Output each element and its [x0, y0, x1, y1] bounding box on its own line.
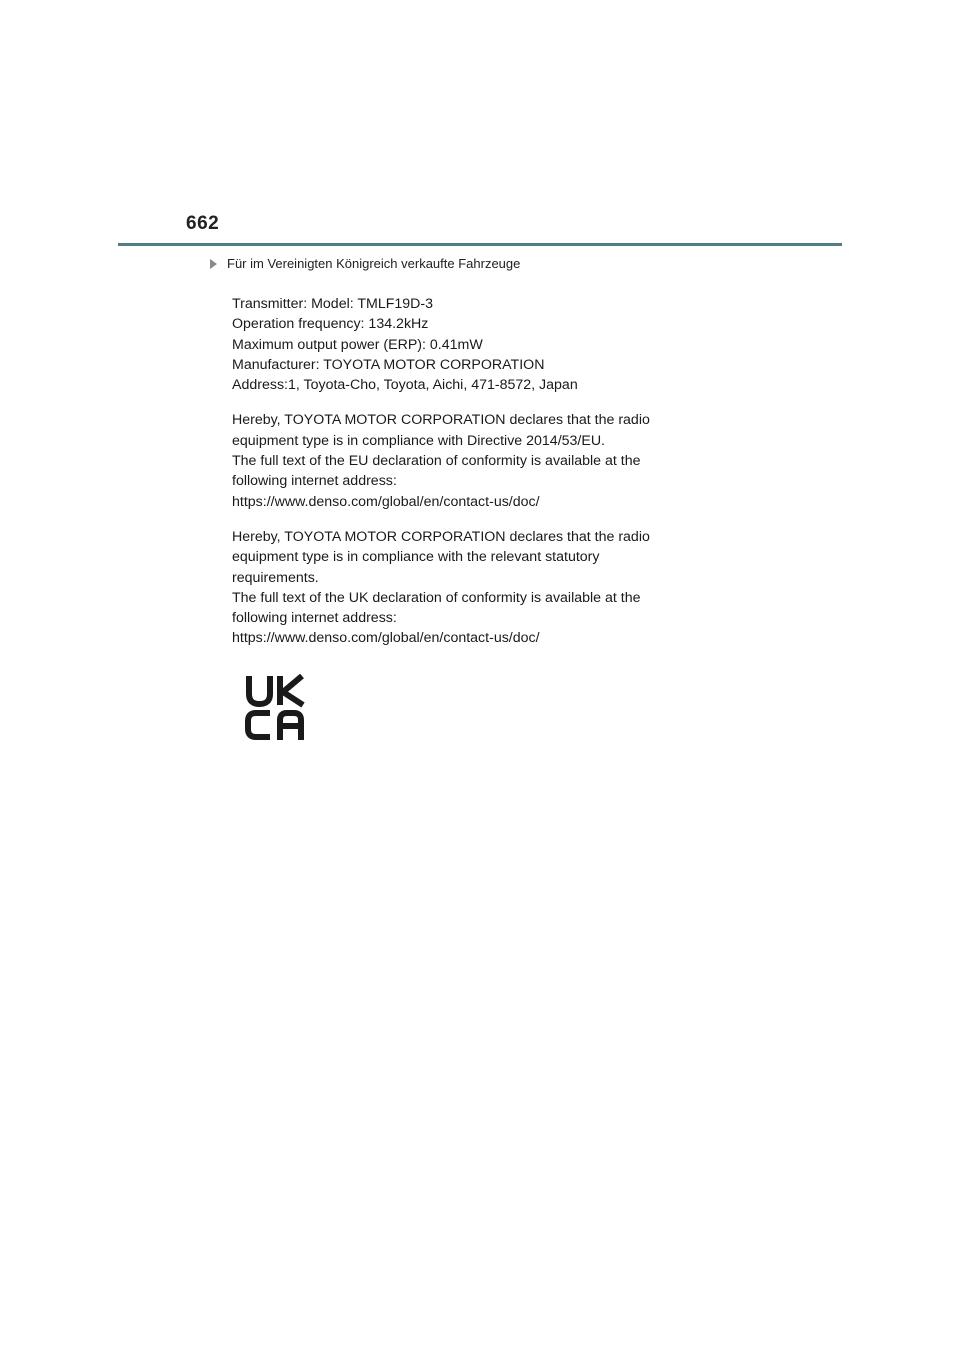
spec-line-address: Address:1, Toyota-Cho, Toyota, Aichi, 471-8572, Japan — [232, 377, 578, 394]
ukca-mark-icon — [244, 674, 306, 740]
uk-declaration-block — [232, 527, 752, 649]
eu-declaration-block — [232, 410, 752, 511]
uk-declaration-line: equipment type is in compliance with the relevant statutory — [232, 549, 600, 566]
eu-declaration-line: following internet address: — [232, 473, 397, 490]
section-heading-text: Für im Vereinigten Königreich verkaufte Fahrzeuge — [227, 256, 521, 271]
eu-declaration-line: The full text of the EU declaration of conformity is available at the — [232, 453, 641, 470]
header-rule — [118, 243, 842, 246]
section-heading — [210, 256, 520, 271]
page-number: 662 — [186, 213, 220, 234]
triangle-bullet-icon — [210, 259, 217, 269]
spec-line-model: Transmitter: Model: TMLF19D-3 — [232, 296, 434, 312]
uk-declaration-line: following internet address: — [232, 610, 397, 627]
uk-declaration-line: Hereby, TOYOTA MOTOR CORPORATION declares that the radio — [232, 528, 650, 545]
uk-declaration-url: https://www.denso.com/global/en/contact-us/doc/ — [232, 630, 540, 647]
uk-declaration-line: requirements. — [232, 569, 319, 586]
spec-line-power: Maximum output power (ERP): 0.41mW — [232, 336, 483, 353]
body-content — [232, 294, 752, 649]
spec-line-frequency: Operation frequency: 134.2kHz — [232, 316, 429, 333]
uk-declaration-line: The full text of the UK declaration of conformity is available at the — [232, 589, 641, 606]
eu-declaration-line: equipment type is in compliance with Directive 2014/53/EU. — [232, 432, 606, 449]
eu-declaration-line: Hereby, TOYOTA MOTOR CORPORATION declares that the radio — [232, 412, 650, 429]
transmitter-specs-block — [232, 294, 752, 395]
spec-line-manufacturer: Manufacturer: TOYOTA MOTOR CORPORATION — [232, 356, 545, 373]
eu-declaration-url: https://www.denso.com/global/en/contact-us/doc/ — [232, 493, 540, 510]
